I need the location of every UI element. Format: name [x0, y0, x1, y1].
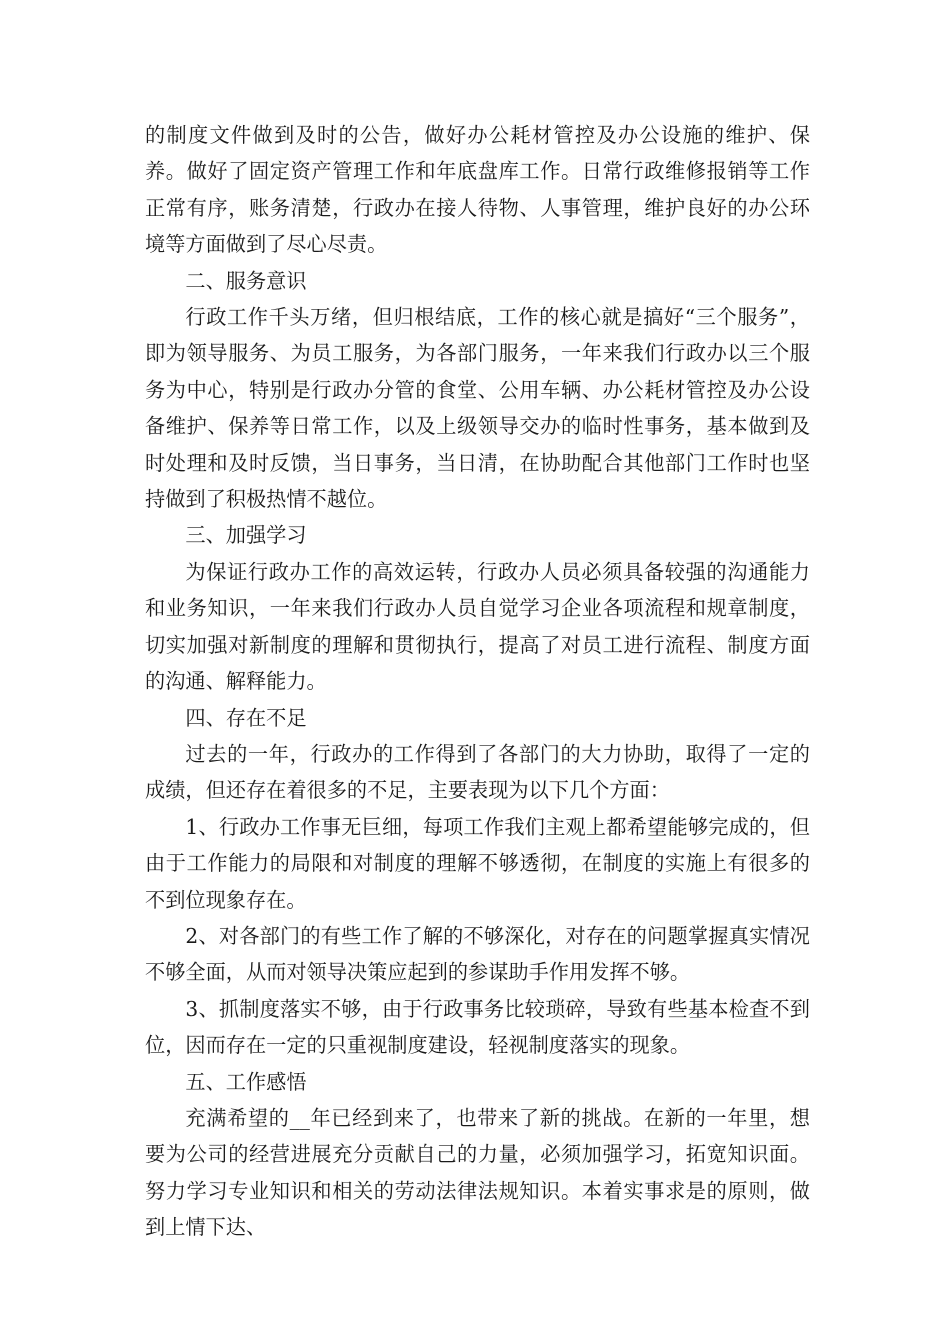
section-heading-service-awareness: 二、服务意识	[185, 268, 307, 293]
document-page	[145, 117, 810, 1246]
list-item-shortcoming-3: 3、抓制度落实不够，由于行政事务比较琐碎，导致有些基本检查不到位，因而存在一定的只重视制度建设，轻视制度落实的现象。	[145, 996, 810, 1058]
paragraph-continuation: 的制度文件做到及时的公告，做好办公耗材管控及办公设施的维护、保养。做好了固定资产管理工作和年底盘库工作。日常行政维修报销等工作正常有序，账务清楚，行政办在接人待物、人事管理，维护良好的办公环境等方面做到了尽心尽责。	[145, 123, 810, 257]
list-item-shortcoming-2: 2、对各部门的有些工作了解的不够深化，对存在的问题掌握真实情况不够全面，从而对领导决策应起到的参谋助手作用发挥不够。	[145, 923, 810, 985]
paragraph-service: 行政工作千头万绪，但归根结底，工作的核心就是搞好“三个服务”，即为领导服务、为员工服务，为各部门服务，一年来我们行政办以三个服务为中心，特别是行政办分管的食堂、公用车辆、办公耗材管控及办公设备维护、保养等日常工作，以及上级领导交办的临时性事务，基本做到及时处理和及时反馈，当日事务，当日清，在协助配合其他部门工作时也坚持做到了积极热情不越位。	[145, 305, 810, 512]
paragraph-learning: 为保证行政办工作的高效运转，行政办人员必须具备较强的沟通能力和业务知识，一年来我们行政办人员自觉学习企业各项流程和规章制度，切实加强对新制度的理解和贯彻执行，提高了对员工进行流程、制度方面的沟通、解释能力。	[145, 559, 810, 694]
section-heading-shortcomings: 四、存在不足	[185, 705, 307, 730]
section-heading-insights: 五、工作感悟	[185, 1069, 307, 1094]
paragraph-shortcomings-intro: 过去的一年，行政办的工作得到了各部门的大力协助，取得了一定的成绩，但还存在着很多的不足，主要表现为以下几个方面：	[145, 741, 810, 803]
list-item-shortcoming-1: 1、行政办工作事无巨细，每项工作我们主观上都希望能够完成的，但由于工作能力的局限和对制度的理解不够透彻，在制度的实施上有很多的不到位现象存在。	[145, 814, 810, 912]
section-heading-strengthen-learning: 三、加强学习	[185, 523, 307, 548]
paragraph-insights: 充满希望的__年已经到来了，也带来了新的挑战。在新的一年里，想要为公司的经营进展充分贡献自己的力量，必须加强学习，拓宽知识面。努力学习专业知识和相关的劳动法律法规知识。本着实事求是的原则，做到上情下达、	[145, 1105, 810, 1240]
